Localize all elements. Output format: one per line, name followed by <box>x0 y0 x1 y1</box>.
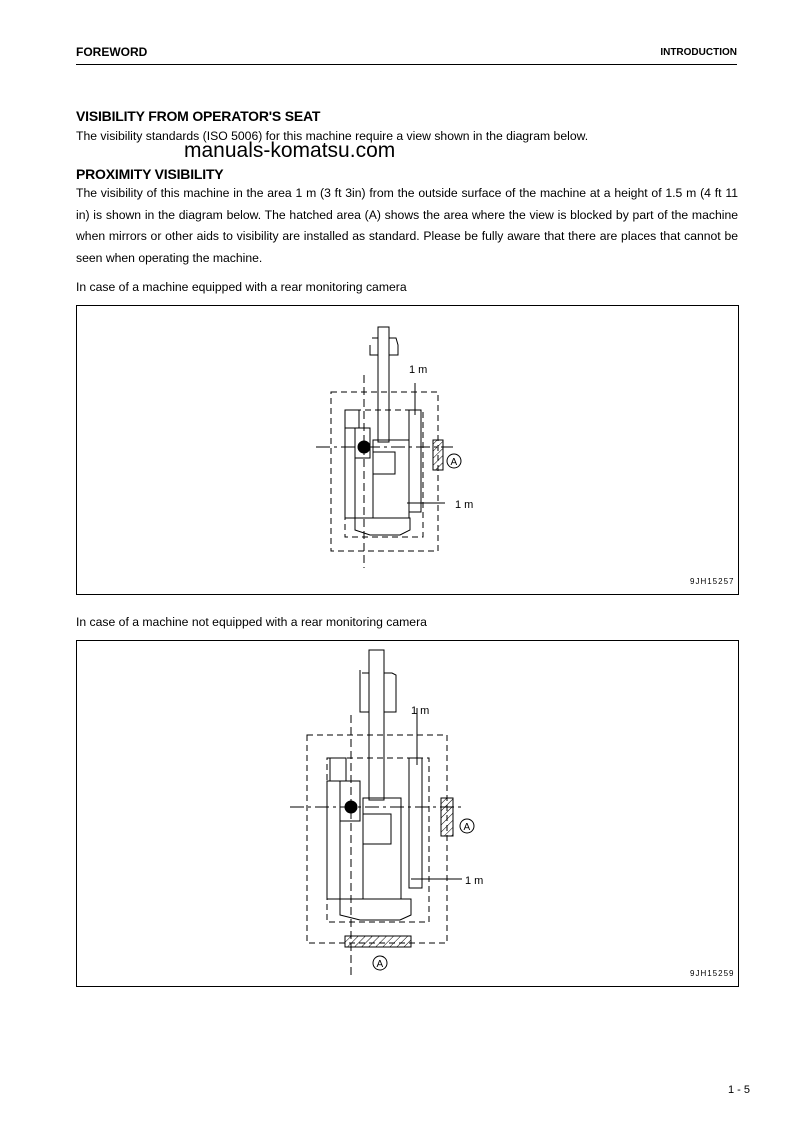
diagram-2 <box>290 650 474 975</box>
area-label-a: A <box>450 457 458 468</box>
blocked-area-a <box>433 440 443 470</box>
dim-label-side: 1 m <box>455 499 474 511</box>
section-text: The visibility standards (ISO 5006) for this machine require a view shown in the diagram below. <box>76 129 589 143</box>
operator-eye-point-2 <box>345 801 357 813</box>
blocked-area-a-rear <box>345 936 411 947</box>
section-title: VISIBILITY FROM OPERATOR'S SEAT <box>76 108 321 124</box>
dim-label-front: 1 m <box>409 364 428 376</box>
area-label-a-side: A <box>463 822 471 833</box>
figure-1-caption: In case of a machine equipped with a rear monitoring camera <box>76 280 407 294</box>
dim-label-front-2: 1 m <box>411 705 430 717</box>
area-label-a-rear: A <box>376 959 384 970</box>
header-chapter: INTRODUCTION <box>660 47 737 58</box>
diagram-1 <box>316 327 461 568</box>
blocked-area-a-side <box>441 798 453 836</box>
figure-1-code: 9JH15257 <box>690 577 735 586</box>
dim-label-side-2: 1 m <box>465 875 484 887</box>
operator-eye-point <box>358 441 370 453</box>
figure-2-code: 9JH15259 <box>690 969 735 978</box>
header-section: FOREWORD <box>76 45 148 59</box>
subsection-title: PROXIMITY VISIBILITY <box>76 166 224 182</box>
figure-2-caption: In case of a machine not equipped with a rear monitoring camera <box>76 615 427 629</box>
watermark: manuals-komatsu.com <box>184 139 396 162</box>
subsection-text: The visibility of this machine in the area 1 m (3 ft 3in) from the outside surface of the machine at a height of 1.5 m (4 ft 11 in) is shown in the diagram below. The hatched area (A) shows the area where the view is blocked by part of the machine when mirrors or other aids to visibility are installed as standard. Please be fully aware that there are places that cannot be seen when operating the machine. <box>76 186 738 265</box>
page-number: 1 - 5 <box>727 1084 750 1096</box>
